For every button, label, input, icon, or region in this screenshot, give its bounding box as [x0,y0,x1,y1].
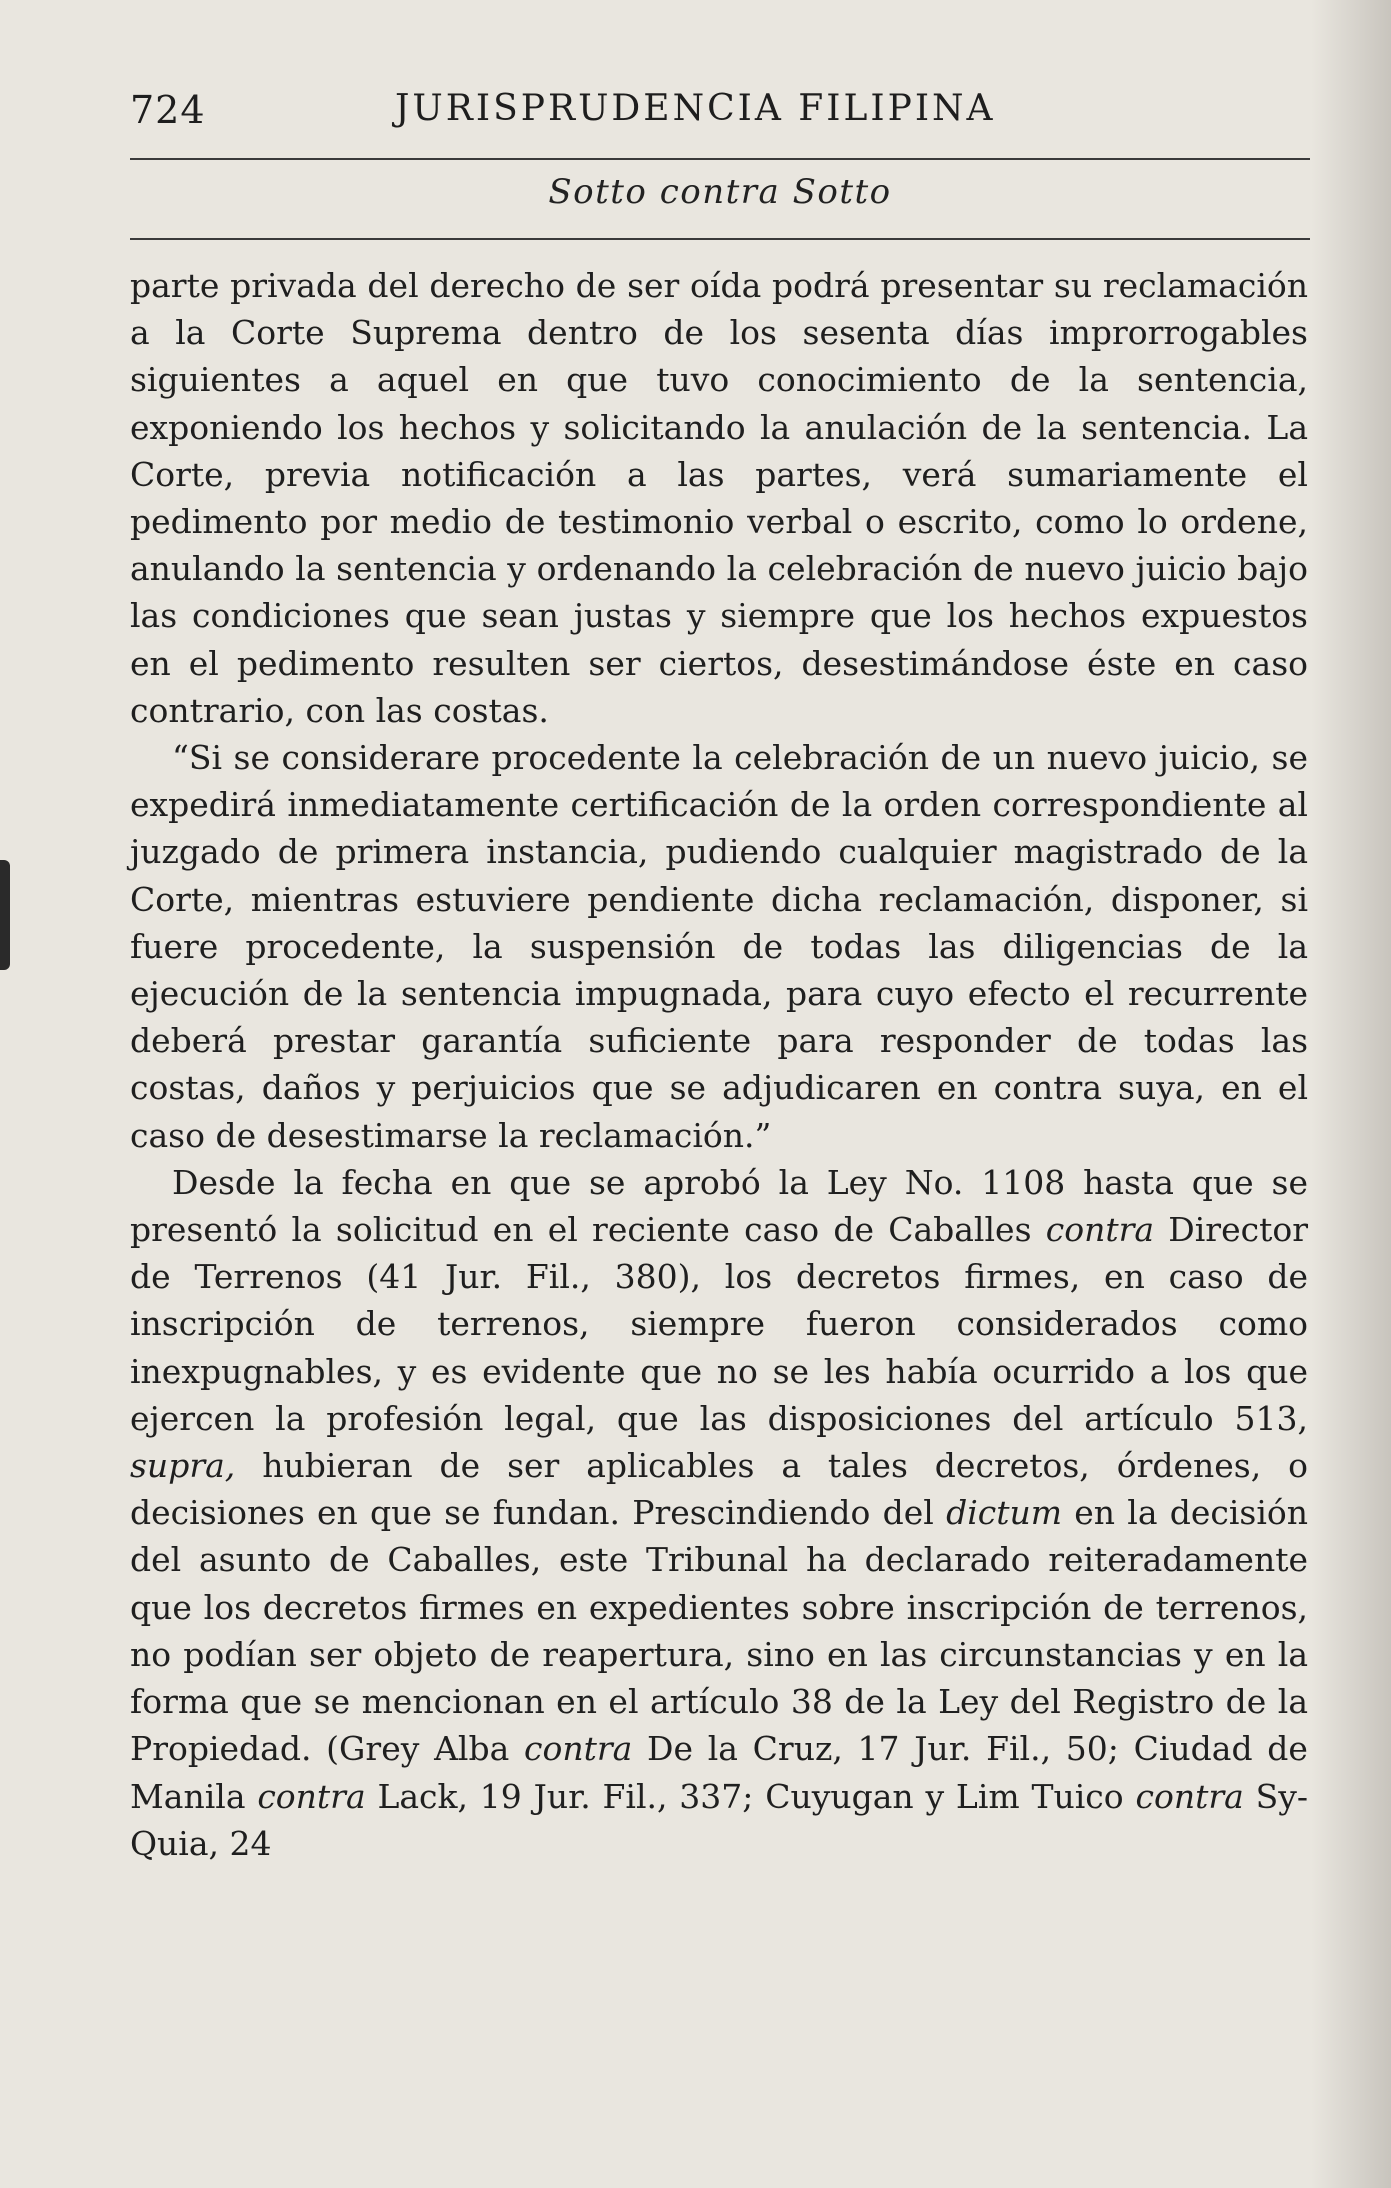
paragraph-3-text-1: Desde la fecha en que se aprobó la Ley No. 1108 hasta que se presentó la solicitud en el reciente caso de Caballes [130,1162,1308,1250]
paragraph-3-text-6: Lack, 19 Jur. Fil., 337; Cuyugan y Lim Tuico [377,1776,1124,1816]
header-rule [130,158,1310,160]
page-number: 724 [130,88,206,132]
paragraph-3-italic-4: contra [523,1729,633,1769]
paragraph-3-italic-5: contra [257,1776,366,1816]
page-edge-shadow [1311,0,1391,2188]
paragraph-3-text-5: De la Cruz, 17 Jur. Fil., 50; Ciudad de Manila [130,1729,1308,1816]
case-title: Sotto contra Sotto [548,172,892,212]
paragraph-1: parte privada del derecho de ser oída podrá presentar su reclamación a la Corte Suprema dentro de los sesenta días improrrogables siguientes a aquel en que tuvo conocimiento de la sentencia, exponiendo los hechos y solicitando la anulación de la sentencia. La Corte, previa notificación a las partes, verá sumariamente el pedimento por medio de testimonio verbal o escrito, como lo ordene, anulando la sentencia y ordenando la celebración de nuevo juicio bajo las condiciones que sean justas y siempre que los hechos expuestos en el pedimento resulten ser ciertos, desestimándose éste en caso contrario, con las costas. [130,266,1308,730]
paragraph-3-italic-6: contra [1135,1776,1244,1816]
paragraph-3-text-3: hubieran de ser aplicables a tales decretos, órdenes, o decisiones en que se fundan. Prescindiendo del [130,1446,1308,1533]
binding-mark [0,860,10,970]
paragraph-3-italic-1: contra [1045,1210,1155,1250]
case-title-rule [130,238,1310,240]
page-header [130,88,1310,148]
running-title: JURISPRUDENCIA FILIPINA [395,88,996,129]
paragraph-3 [130,1159,1308,1867]
paragraph-3-italic-3: dictum [946,1493,1063,1533]
paragraph-3-text-2: Director de Terrenos (41 Jur. Fil., 380), los decretos firmes, en caso de inscripción de terrenos, siempre fueron considerados como inexpugnables, y es evidente que no se les había ocurrido a los que ejercen la profesión legal, que las disposiciones del artículo 513, [130,1210,1308,1438]
paragraph-3-text-4: en la decisión del asunto de Caballes, este Tribunal ha declarado reiteradamente que los decretos firmes en expedientes sobre inscripción de terrenos, no podían ser objeto de reapertura, sino en las circunstancias y en la forma que se mencionan en el artículo 38 de la Ley del Registro de la Propiedad. (Grey Alba [130,1493,1309,1769]
body-text [130,262,1308,1867]
paragraph-2: “Si se considerare procedente la celebración de un nuevo juicio, se expedirá inmediatamente certificación de la orden correspondiente al juzgado de primera instancia, pudiendo cualquier magistrado de la Corte, mientras estuviere pendiente dicha reclamación, disponer, si fuere procedente, la suspensión de todas las diligencias de la ejecución de la sentencia impugnada, para cuyo efecto el recurrente deberá prestar garantía suficiente para responder de todas las costas, daños y perjuicios que se adjudicaren en contra suya, en el caso de desestimarse la reclamación.” [130,738,1308,1155]
paragraph-3-text-7: Sy-Quia, 24 [130,1776,1309,1863]
paragraph-3-italic-2: supra, [130,1446,236,1486]
